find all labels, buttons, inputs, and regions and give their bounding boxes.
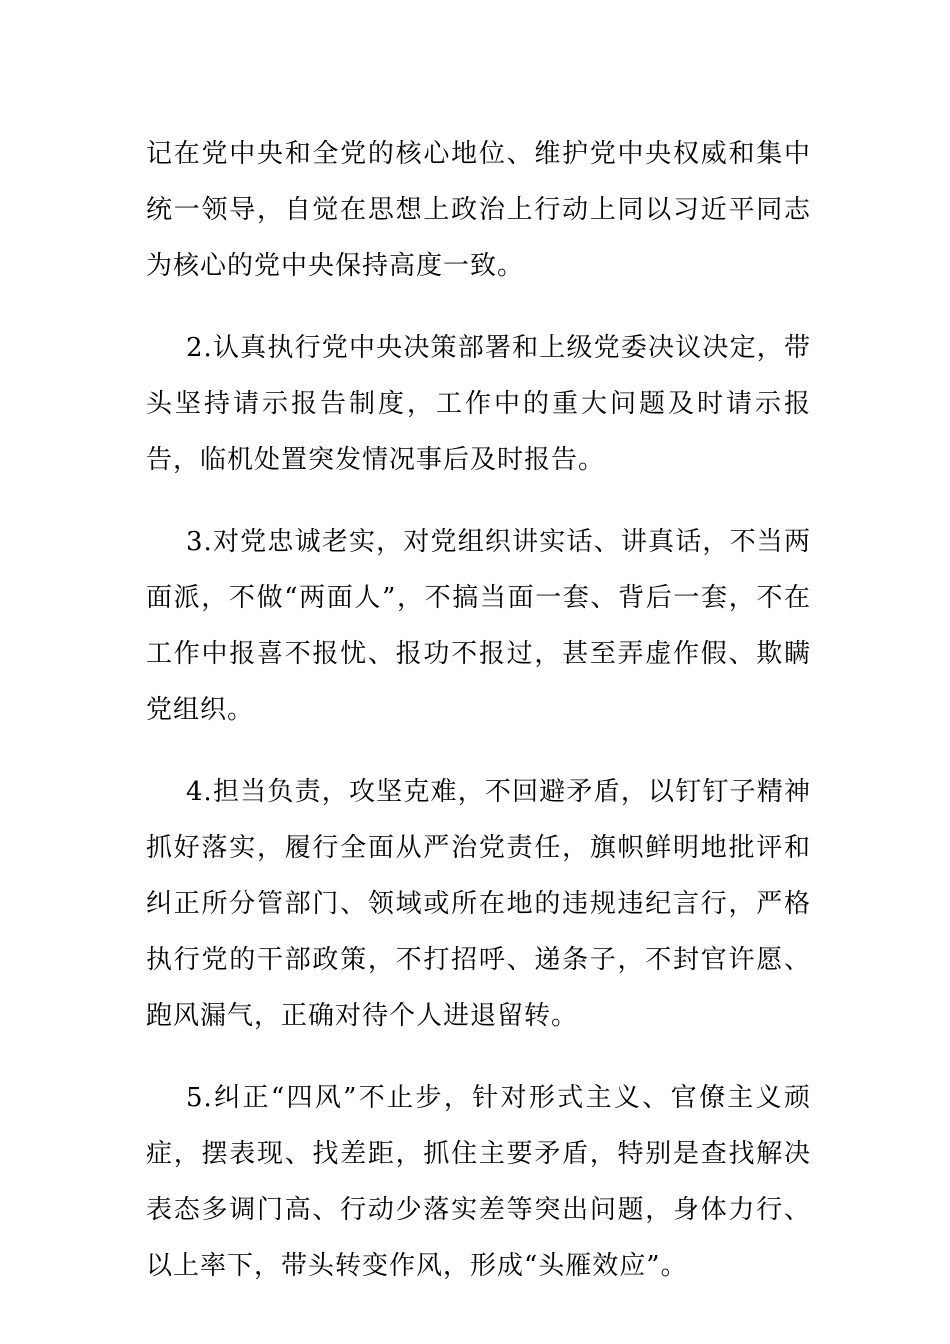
paragraph-item-5: 5.纠正“四风”不止步，针对形式主义、官僚主义顽症，摆表现、找差距，抓住主要矛盾，特别是查找解决表态多调门高、行动少落实差等突出问题，身体力行、以上率下，带头转变作风，形成“头雁效应”。	[146, 1083, 811, 1281]
paragraph-item-2: 2.认真执行党中央决策部署和上级党委决议决定，带头坚持请示报告制度，工作中的重大问题及时请示报告，临机处置突发情况事后及时报告。	[146, 333, 811, 475]
paragraph-item-3: 3.对党忠诚老实，对党组织讲实话、讲真话，不当两面派，不做“两面人”，不搞当面一套、背后一套，不在工作中报喜不报忧、报功不报过，甚至弄虚作假、欺瞒党组织。	[146, 527, 811, 725]
document-body	[146, 126, 811, 1320]
paragraph-item-4: 4.担当负责，攻坚克难，不回避矛盾，以钉钉子精神抓好落实，履行全面从严治党责任，旗帜鲜明地批评和纠正所分管部门、领域或所在地的违规违纪言行，严格执行党的干部政策，不打招呼、递条子，不封官许愿、跑风漏气，正确对待个人进退留转。	[146, 777, 811, 1031]
paragraph-continued: 记在党中央和全党的核心地位、维护党中央权威和集中统一领导，自觉在思想上政治上行动上同以习近平同志为核心的党中央保持高度一致。	[146, 139, 811, 281]
